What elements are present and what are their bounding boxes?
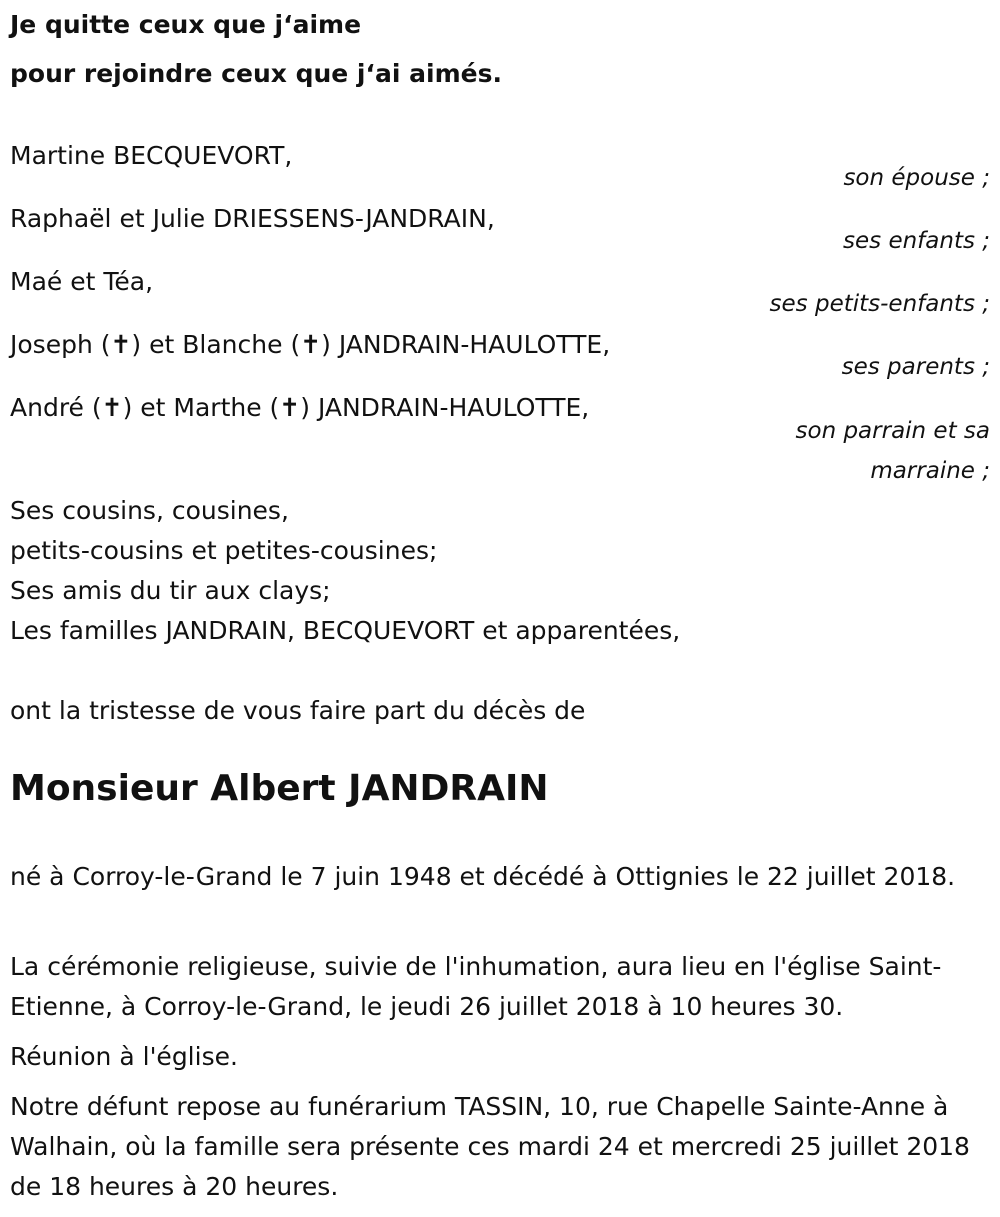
relative-name: Maé et Téa, — [10, 267, 154, 296]
reunion-paragraph: Réunion à l'église. — [10, 1042, 238, 1071]
other-relatives-line: Ses cousins, cousines, — [10, 496, 289, 525]
quote-line-1: Je quitte ceux que j‘aime — [10, 10, 362, 39]
relative-role: son épouse ; — [843, 165, 990, 191]
relative-role: ses parents ; — [841, 354, 990, 380]
relative-role: son parrain et sa marraine ; — [795, 418, 990, 484]
relative-role: ses petits-enfants ; — [769, 291, 990, 317]
other-relatives-line: petits-cousins et petites-cousines; — [10, 536, 438, 565]
funerarium-paragraph: Notre défunt repose au funérarium TASSIN, 10, rue Chapelle Sainte-Anne à Walhain, où la famille sera présente ces mardi 24 et mercredi 25 juillet 2018 de 18 heures à 20 heures. — [10, 1092, 970, 1201]
relative-name: Raphaël et Julie DRIESSENS-JANDRAIN, — [10, 204, 495, 233]
relative-name: Martine BECQUEVORT, — [10, 141, 293, 170]
ceremony-paragraph: La cérémonie religieuse, suivie de l'inhumation, aura lieu en l'église Saint-Etienne, à Corroy-le-Grand, le jeudi 26 juillet 2018 à 10 heures 30. — [10, 952, 942, 1021]
quote-line-2: pour rejoindre ceux que j‘ai aimés. — [10, 59, 502, 88]
birth-death-paragraph: né à Corroy-le-Grand le 7 juin 1948 et décédé à Ottignies le 22 juillet 2018. — [10, 862, 956, 891]
other-relatives-line: Ses amis du tir aux clays; — [10, 576, 331, 605]
announcement: ont la tristesse de vous faire part du décès de — [10, 696, 586, 725]
deceased-name: Monsieur Albert JANDRAIN — [10, 768, 549, 809]
relative-name: Joseph (✝) et Blanche (✝) JANDRAIN-HAULOTTE, — [10, 330, 611, 359]
relative-name: André (✝) et Marthe (✝) JANDRAIN-HAULOTTE, — [10, 393, 590, 422]
other-relatives-line: Les familles JANDRAIN, BECQUEVORT et apparentées, — [10, 616, 681, 645]
relative-role: ses enfants ; — [843, 228, 990, 254]
